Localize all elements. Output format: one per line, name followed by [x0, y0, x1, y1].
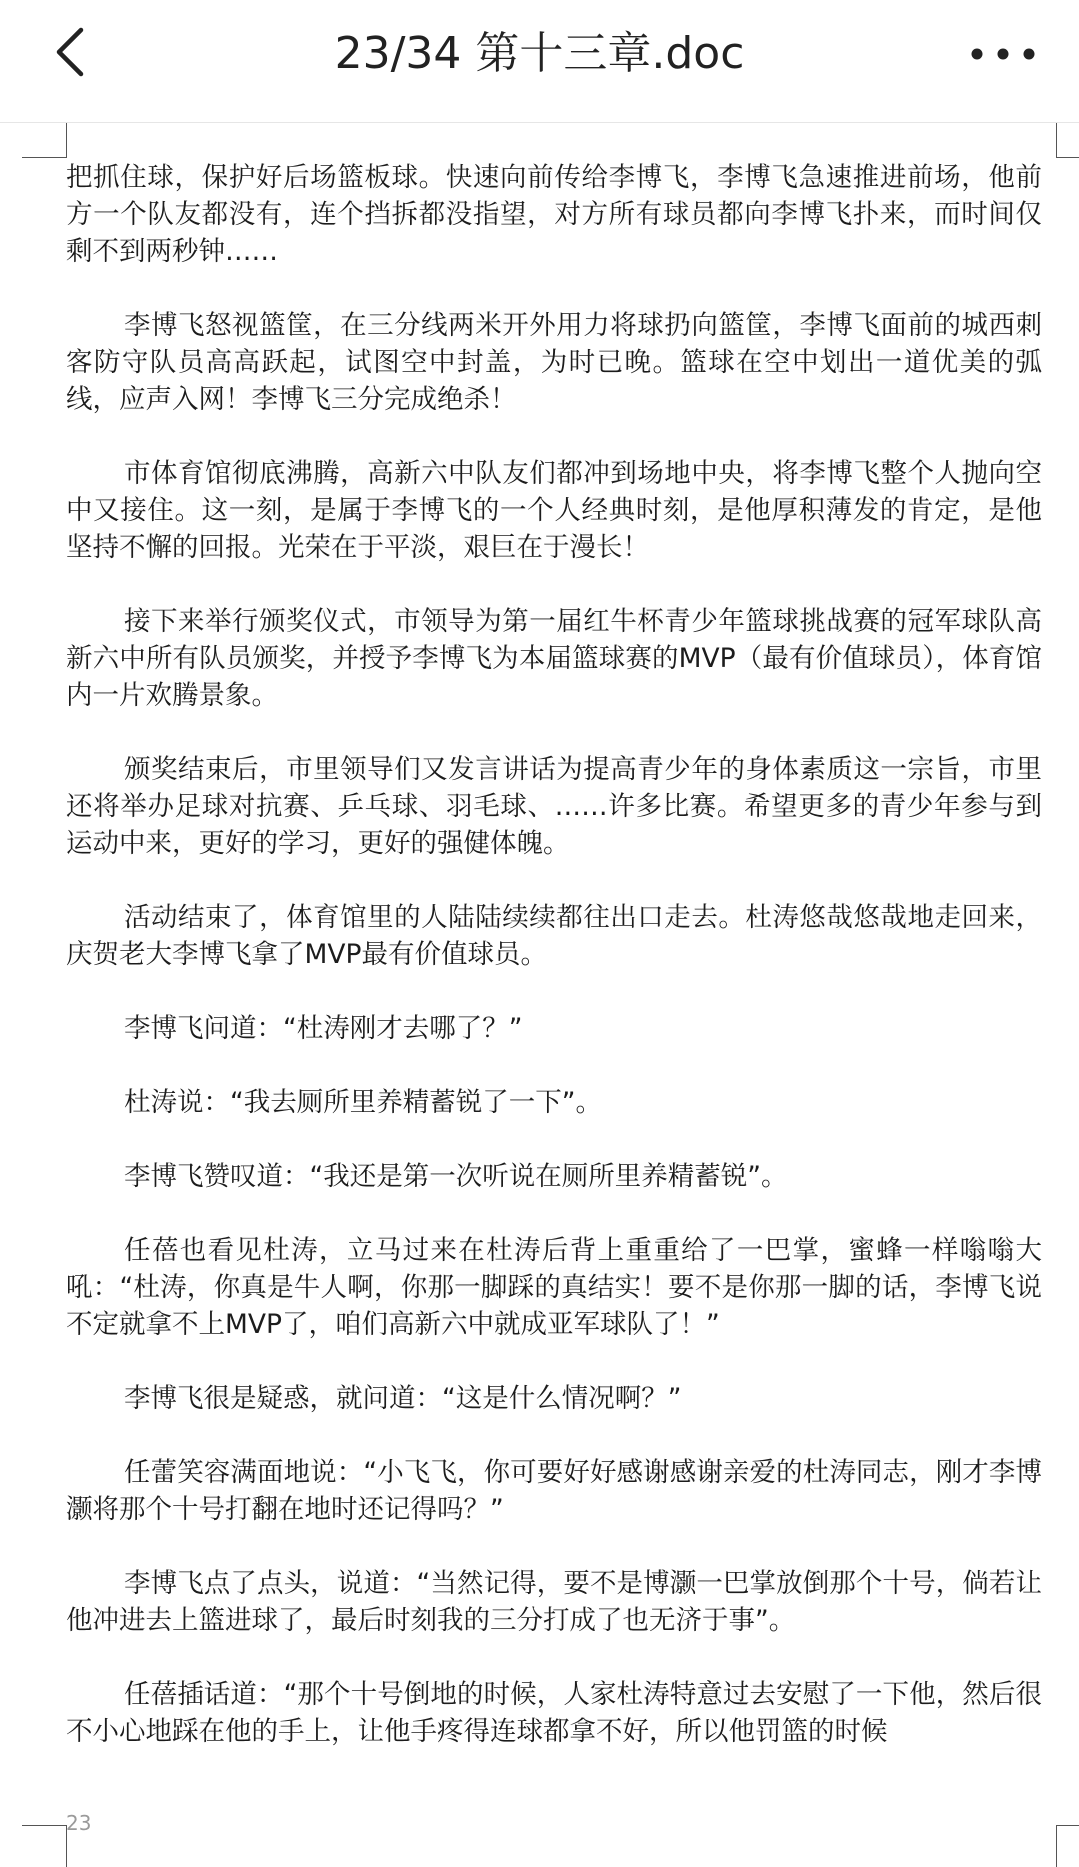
paragraph: 李博飞问道：“杜涛刚才去哪了？” [124, 1013, 523, 1044]
more-horizontal-icon [970, 47, 1036, 61]
paragraph: 市体育馆彻底沸腾，高新六中队友们都冲到场地中央，将李博飞整个人抛向空中又接住。这一刻，是属于李博飞的一个人经典时刻，是他厚积薄发的肯定，是他坚持不懈的回报。光荣在于平淡，艰巨在于漫长！ [66, 458, 1042, 563]
paragraph: 李博飞点了点头，说道：“当然记得，要不是博灏一巴掌放倒那个十号，倘若让他冲进去上篮进球了，最后时刻我的三分打成了也无济于事”。 [66, 1568, 1042, 1636]
document-title: 23/34 第十三章.doc [334, 28, 745, 79]
paragraph: 任蓓也看见杜涛，立马过来在杜涛后背上重重给了一巴掌，蜜蜂一样嗡嗡大吼：“杜涛，你真是牛人啊，你那一脚踩的真结实！要不是你那一脚的话，李博飞说不定就拿不上MVP了，咱们高新六中就成亚军球队了！” [66, 1235, 1042, 1340]
paragraph: 李博飞怒视篮筐，在三分线两米开外用力将球扔向篮筐，李博飞面前的城西刺客防守队员高高跃起，试图空中封盖，为时已晚。篮球在空中划出一道优美的弧线，应声入网！李博飞三分完成绝杀！ [66, 310, 1042, 415]
page-corner-mark-bottom-right [1056, 1825, 1079, 1867]
back-button[interactable] [40, 22, 100, 82]
paragraph: 任蕾笑容满面地说：“小飞飞，你可要好好感谢感谢亲爱的杜涛同志，刚才李博灏将那个十号打翻在地时还记得吗？” [66, 1457, 1042, 1525]
page-corner-mark-top-right [1056, 123, 1079, 158]
document-page[interactable] [0, 123, 1079, 1866]
more-options-button[interactable] [963, 26, 1043, 82]
paragraph: 把抓住球，保护好后场篮板球。快速向前传给李博飞，李博飞急速推进前场，他前方一个队友都没有，连个挡拆都没指望，对方所有球员都向李博飞扑来，而时间仅剩不到两秒钟…… [66, 162, 1042, 267]
page-corner-mark-top-left [22, 123, 67, 158]
chevron-left-icon [53, 26, 87, 78]
paragraph: 李博飞很是疑惑，就问道：“这是什么情况啊？” [124, 1383, 682, 1414]
paragraph: 颁奖结束后，市里领导们又发言讲话为提高青少年的身体素质这一宗旨，市里还将举办足球对抗赛、乒乓球、羽毛球、……许多比赛。希望更多的青少年参与到运动中来，更好的学习，更好的强健体魄。 [66, 754, 1042, 859]
page-number: 23 [66, 1811, 92, 1835]
document-body [66, 159, 1042, 1787]
top-app-bar [0, 0, 1079, 123]
paragraph: 杜涛说：“我去厕所里养精蓄锐了一下”。 [124, 1087, 602, 1118]
page-corner-mark-bottom-left [22, 1825, 67, 1867]
paragraph: 活动结束了，体育馆里的人陆陆续续都往出口走去。杜涛悠哉悠哉地走回来，庆贺老大李博飞拿了MVP最有价值球员。 [66, 902, 1042, 970]
paragraph: 李博飞赞叹道：“我还是第一次听说在厕所里养精蓄锐”。 [124, 1161, 788, 1192]
paragraph: 接下来举行颁奖仪式，市领导为第一届红牛杯青少年篮球挑战赛的冠军球队高新六中所有队员颁奖，并授予李博飞为本届篮球赛的MVP（最有价值球员），体育馆内一片欢腾景象。 [66, 606, 1042, 711]
paragraph: 任蓓插话道：“那个十号倒地的时候，人家杜涛特意过去安慰了一下他，然后很不小心地踩在他的手上，让他手疼得连球都拿不好，所以他罚篮的时候 [66, 1679, 1042, 1747]
